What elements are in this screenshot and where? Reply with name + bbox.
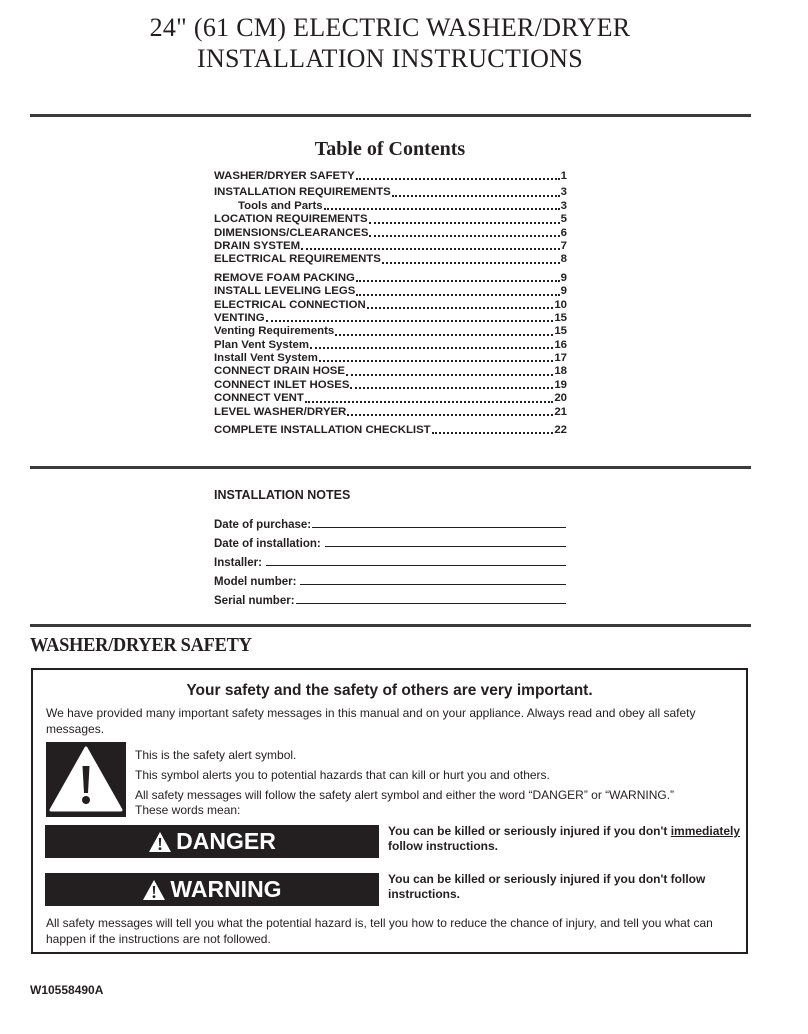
alert-symbol-explanation bbox=[135, 746, 725, 818]
toc-item-page: 19 bbox=[554, 378, 567, 391]
danger-label bbox=[45, 825, 379, 858]
toc-item[interactable] bbox=[214, 272, 567, 285]
toc-item[interactable] bbox=[214, 240, 567, 253]
toc-leader bbox=[356, 294, 559, 296]
toc-item[interactable] bbox=[214, 227, 567, 240]
note-field-date-of-installation[interactable] bbox=[214, 531, 566, 550]
toc-leader bbox=[350, 387, 553, 389]
fill-in-line[interactable] bbox=[300, 571, 566, 585]
alert-line: All safety messages will follow the safety alert symbol and either the word “DANGER” or “WARNING.” bbox=[135, 788, 675, 802]
note-label: Installer: bbox=[214, 557, 262, 569]
toc-item[interactable] bbox=[214, 379, 567, 392]
divider bbox=[30, 624, 751, 627]
danger-text: You can be killed or seriously injured if you don't bbox=[388, 824, 671, 838]
toc-item[interactable] bbox=[214, 339, 567, 352]
toc-leader bbox=[266, 320, 554, 322]
fill-in-line[interactable] bbox=[266, 552, 566, 566]
safety-alert-icon bbox=[46, 742, 126, 817]
note-field-date-of-purchase[interactable] bbox=[214, 512, 566, 531]
toc-item-label: CONNECT VENT bbox=[214, 392, 304, 405]
toc-item-page: 21 bbox=[554, 405, 567, 418]
toc-leader bbox=[369, 222, 560, 224]
document-title bbox=[0, 12, 780, 74]
toc-leader bbox=[346, 374, 553, 376]
toc-item-page: 8 bbox=[560, 253, 567, 266]
danger-meaning bbox=[388, 824, 743, 854]
divider bbox=[30, 114, 751, 117]
toc-item-page: 9 bbox=[560, 271, 567, 284]
toc-item[interactable] bbox=[214, 352, 567, 365]
toc-item-page: 9 bbox=[560, 285, 567, 298]
toc-item[interactable] bbox=[214, 170, 567, 183]
safety-intro: We have provided many important safety messages in this manual and on your appliance. Always read and obey all safety messages. bbox=[46, 706, 696, 736]
toc-item-page: 17 bbox=[554, 352, 567, 365]
toc-item-page: 18 bbox=[554, 365, 567, 378]
toc-leader bbox=[347, 414, 553, 416]
safety-heading: Your safety and the safety of others are very important. bbox=[186, 682, 593, 699]
safety-box bbox=[31, 668, 748, 954]
toc-item-page: 15 bbox=[554, 311, 567, 324]
toc-item-page: 15 bbox=[554, 325, 567, 338]
toc-item-page: 3 bbox=[560, 199, 567, 212]
note-field-installer[interactable] bbox=[214, 550, 566, 569]
toc-item[interactable] bbox=[214, 285, 567, 298]
toc-leader bbox=[301, 248, 560, 250]
fill-in-line[interactable] bbox=[325, 533, 566, 547]
toc-leader bbox=[310, 347, 553, 349]
toc-item-label: LEVEL WASHER/DRYER bbox=[214, 405, 347, 418]
warning-alert-icon bbox=[142, 879, 166, 901]
toc-item-page: 6 bbox=[560, 226, 567, 239]
toc-item-label: LOCATION REQUIREMENTS bbox=[214, 213, 368, 226]
toc-item-label: CONNECT INLET HOSES bbox=[214, 378, 350, 391]
danger-alert-icon bbox=[148, 831, 172, 853]
toc-item-label: Tools and Parts bbox=[238, 199, 323, 212]
toc-item-label: DRAIN SYSTEM bbox=[214, 239, 301, 252]
toc-leader bbox=[305, 401, 553, 403]
danger-word: DANGER bbox=[176, 828, 276, 854]
toc-leader bbox=[367, 307, 554, 309]
toc-item-label: VENTING bbox=[214, 311, 265, 324]
toc-item-page: 20 bbox=[554, 392, 567, 405]
notes-heading: INSTALLATION NOTES bbox=[214, 488, 351, 502]
alert-line: These words mean: bbox=[135, 803, 241, 817]
toc-item-page: 5 bbox=[560, 213, 567, 226]
toc-item[interactable] bbox=[214, 365, 567, 378]
warning-meaning: You can be killed or seriously injured if you don't follow instructions. bbox=[388, 872, 706, 901]
toc-item-page: 22 bbox=[554, 424, 567, 437]
toc-item[interactable] bbox=[214, 406, 567, 419]
toc-leader bbox=[324, 208, 560, 210]
toc-item-label: WASHER/DRYER SAFETY bbox=[214, 170, 355, 182]
title-line-1: 24" (61 CM) ELECTRIC WASHER/DRYER bbox=[149, 13, 631, 42]
toc-item-label: DIMENSIONS/CLEARANCES bbox=[214, 226, 369, 239]
toc-item-page: 10 bbox=[554, 298, 567, 311]
part-number: W10558490A bbox=[30, 983, 104, 997]
toc-leader bbox=[432, 432, 554, 434]
toc-item[interactable] bbox=[214, 213, 567, 226]
note-label: Date of purchase: bbox=[214, 519, 312, 531]
toc-leader bbox=[319, 360, 554, 362]
toc-leader bbox=[356, 280, 560, 282]
alert-line: This is the safety alert symbol. bbox=[135, 748, 297, 762]
toc-leader bbox=[382, 262, 560, 264]
toc-item-page: 3 bbox=[560, 186, 567, 199]
toc-item[interactable] bbox=[214, 186, 567, 199]
danger-text-emphasis: immediately bbox=[670, 824, 741, 838]
toc-item[interactable] bbox=[214, 312, 567, 325]
toc-item-label: CONNECT DRAIN HOSE bbox=[214, 365, 345, 378]
toc-item-label: ELECTRICAL CONNECTION bbox=[214, 298, 366, 311]
fill-in-line[interactable] bbox=[296, 590, 566, 604]
warning-label bbox=[45, 873, 379, 906]
toc-leader bbox=[335, 334, 553, 336]
toc-leader bbox=[356, 178, 560, 180]
note-field-serial-number[interactable] bbox=[214, 588, 566, 607]
toc-item-label: Install Vent System bbox=[214, 352, 318, 365]
toc-item-label: REMOVE FOAM PACKING bbox=[214, 271, 355, 284]
toc-leader bbox=[369, 235, 559, 237]
installation-notes bbox=[214, 488, 566, 607]
safety-footer-text: All safety messages will tell you what the potential hazard is, tell you how to reduce the chance of injury, and tell you what can happen if the instructions are not followed. bbox=[46, 916, 713, 946]
toc-item-label: ELECTRICAL REQUIREMENTS bbox=[214, 253, 381, 266]
toc-item[interactable] bbox=[214, 325, 567, 338]
title-line-2: INSTALLATION INSTRUCTIONS bbox=[196, 44, 583, 73]
note-label: Serial number: bbox=[214, 595, 295, 607]
danger-text-continued: follow instructions. bbox=[388, 839, 498, 853]
toc-item[interactable] bbox=[214, 424, 567, 437]
note-field-model-number[interactable] bbox=[214, 569, 566, 588]
toc-item-label: INSTALL LEVELING LEGS bbox=[214, 285, 356, 298]
divider bbox=[30, 466, 751, 469]
toc-item-page: 7 bbox=[560, 239, 567, 252]
toc-leader bbox=[392, 195, 560, 197]
toc-item-page: 16 bbox=[554, 338, 567, 351]
note-label: Date of installation: bbox=[214, 538, 321, 550]
fill-in-line[interactable] bbox=[312, 514, 566, 528]
toc-item[interactable] bbox=[214, 299, 567, 312]
toc-item-label: Plan Vent System bbox=[214, 338, 309, 351]
section-title: WASHER/DRYER SAFETY bbox=[30, 634, 252, 656]
toc-item[interactable] bbox=[214, 200, 567, 213]
toc-item[interactable] bbox=[214, 392, 567, 405]
alert-line: This symbol alerts you to potential hazards that can kill or hurt you and others. bbox=[135, 767, 550, 782]
toc-item-label: Venting Requirements bbox=[214, 325, 335, 338]
table-of-contents bbox=[214, 170, 567, 437]
toc-item-label: INSTALLATION REQUIREMENTS bbox=[214, 186, 391, 199]
toc-title: Table of Contents bbox=[314, 138, 466, 160]
note-label: Model number: bbox=[214, 576, 297, 588]
warning-word: WARNING bbox=[170, 876, 282, 902]
toc-item[interactable] bbox=[214, 253, 567, 266]
toc-item-label: COMPLETE INSTALLATION CHECKLIST bbox=[214, 424, 431, 437]
toc-item-page: 1 bbox=[560, 170, 567, 182]
